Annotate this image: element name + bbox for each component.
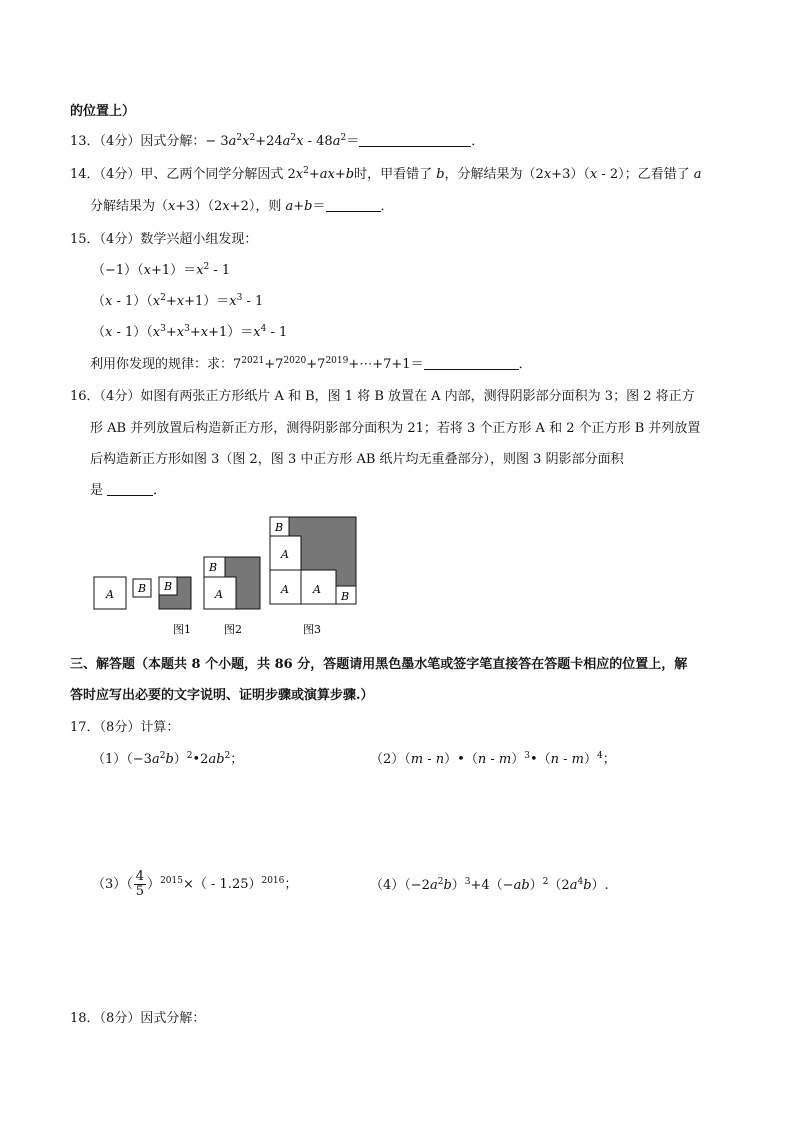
question-14-cont: 分解结果为（x+3）（2x+2），则 a+b＝ ． bbox=[90, 199, 394, 214]
answer-blank[interactable] bbox=[359, 134, 471, 147]
question-15: 15．（4分）数学兴超小组发现： bbox=[70, 232, 258, 247]
q17-part-3: （3）（ $\frac{4}{5}$ ）$^{2015}$×（ - 1.25）$^{2016}$； bbox=[92, 869, 298, 899]
question-13: 13．（4分）因式分解：− $3a^2x^2+24a^2x - 48a^2=$ ． bbox=[70, 133, 485, 149]
formula-1: $(-1)(x+1)=x^2 - 1$ bbox=[92, 262, 231, 278]
q17-part-1: $(1)(-3a^2b)^2•2ab^2$； bbox=[92, 751, 244, 767]
fig1-label-b: B bbox=[164, 580, 173, 593]
section-3-heading-cont: 答时应写出必要的文字说明、证明步骤或演算步骤.） bbox=[70, 688, 374, 703]
caption-fig1: 图1 bbox=[173, 623, 191, 636]
question-17: 17．（8分）计算： bbox=[70, 720, 180, 735]
q17-part-4: $(4)(-2a^2b)^3+4(-ab)^2(2a^4b)$. bbox=[370, 877, 609, 893]
fig3-label-b-top: B bbox=[275, 521, 284, 534]
label-a: A bbox=[106, 588, 114, 601]
answer-blank[interactable] bbox=[107, 483, 153, 496]
q17-part-2: （2）（m - n）•（n - m）$^3$•（n - m）$^4$； bbox=[370, 751, 616, 767]
caption-fig3: 图3 bbox=[303, 623, 321, 636]
question-14: 14．（4分）甲、乙两个同学分解因式 $2x^2+ax+b$时，甲看错了 b，分解结果为（2x+3）（x - 2）；乙看错了 a bbox=[70, 166, 702, 182]
question-16-line4: 是 ． bbox=[90, 483, 167, 498]
fig2-label-a: A bbox=[215, 588, 223, 601]
answer-blank[interactable] bbox=[424, 357, 519, 370]
question-16-line2: 形 AB 并列放置后构造新正方形，测得阴影部分面积为 21；若将 3 个正方形 A 和 2 个正方形 B 并列放置 bbox=[90, 421, 701, 436]
formula-2: $(x - 1)(x^2+x+1)=x^3 - 1$ bbox=[92, 293, 264, 309]
answer-blank[interactable] bbox=[326, 199, 381, 212]
caption-fig2: 图2 bbox=[224, 623, 242, 636]
fig2-label-b: B bbox=[209, 561, 218, 574]
squares-figure bbox=[0, 505, 794, 645]
question-16-line3: 后构造新正方形如图 3（图 2，图 3 中正方形 AB 纸片均无重叠部分），则图 3 阴影部分面积 bbox=[90, 452, 624, 467]
question-18: 18．（8分）因式分解： bbox=[70, 1011, 206, 1026]
fig3-label-b-bottom: B bbox=[341, 590, 350, 603]
section-3-heading: 三、解答题（本题共 8 个小题，共 86 分，答题请用黑色墨水笔或签字笔直接答在答题卡相应的位置上，解 bbox=[70, 657, 688, 672]
question-16: 16．（4分）如图有两张正方形纸片 A 和 B，图 1 将 B 放置在 A 内部，测得阴影部分面积为 3；图 2 将正方 bbox=[70, 389, 695, 404]
fig3-label-a-1: A bbox=[281, 548, 289, 561]
fig3-label-a-3: A bbox=[313, 583, 321, 596]
continued-instruction: 的位置上） bbox=[70, 104, 136, 119]
fig3-label-a-2: A bbox=[281, 583, 289, 596]
formula-3: $(x - 1)(x^3+x^3+x+1)=x^4 - 1$ bbox=[92, 324, 288, 340]
label-b: B bbox=[138, 582, 147, 595]
question-15-rule: 利用你发现的规律：求：$7^{2021}+7^{2020}+7^{2019}+\cdots+7+1=$ ． bbox=[90, 356, 532, 372]
